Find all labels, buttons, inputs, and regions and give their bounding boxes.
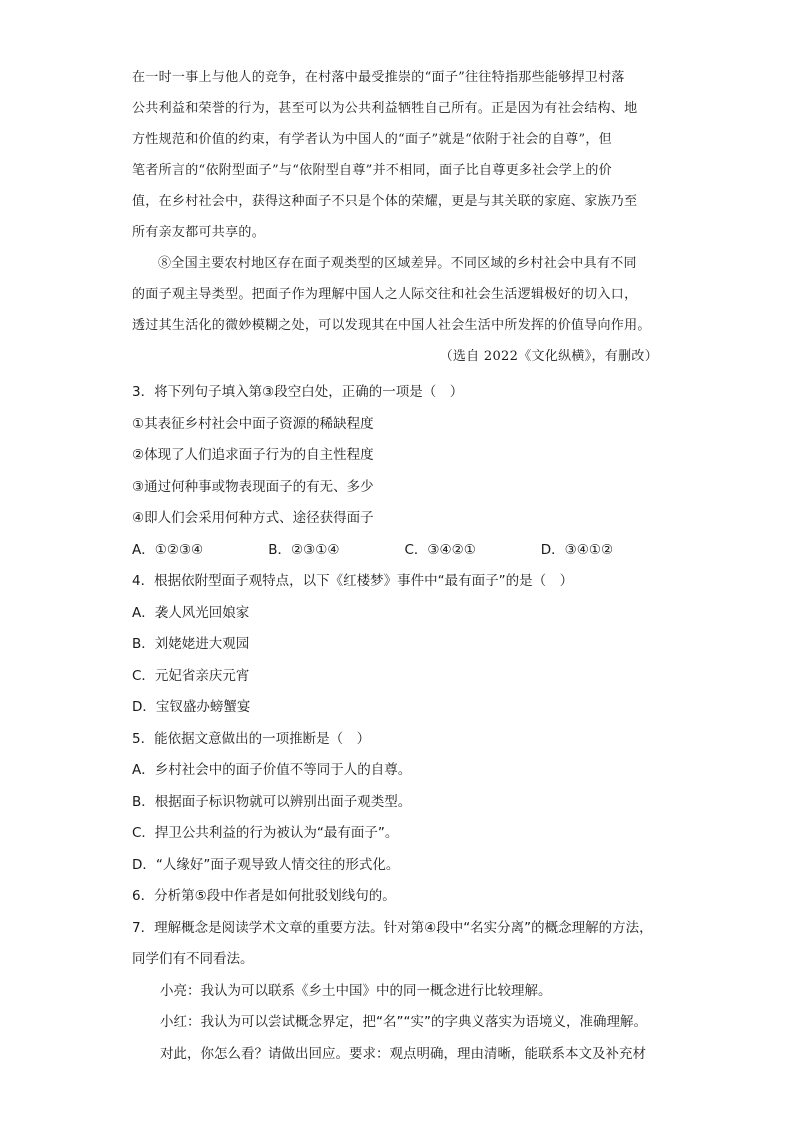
question-3-sentence: ②体现了人们追求面子行为的自主性程度 (132, 447, 374, 463)
question-3-sentence: ④即人们会采用何种方式、途径获得面子 (132, 510, 374, 526)
question-4-stem: 4．根据依附型面子观特点，以下《红楼梦》事件中“最有面子”的是（ ） (132, 573, 574, 589)
passage-line: 方性规范和价值的约束，有学者认为中国人的“面子”就是“依附于社会的自尊”，但 (132, 132, 612, 147)
question-7-stem: 7．理解概念是阅读学术文章的重要方法。针对第④段中“名实分离”的概念理解的方法， (132, 919, 653, 936)
passage-line: 值，在乡村社会中，获得这种面子不只是个体的荣耀，更是与其关联的家庭、家族乃至 (132, 194, 638, 209)
question-4-option-a[interactable]: A．袭人风光回娘家 (132, 604, 250, 621)
question-3-option-b[interactable]: B．②③①④ (268, 541, 340, 558)
paragraph-8-line: 的面子观主导类型。把面子作为理解中国人之人际交往和社会生活逻辑极好的切入口， (132, 287, 638, 302)
question-3-sentence: ③通过何种事或物表现面子的有无、多少 (132, 478, 374, 495)
passage-line: 笔者所言的“依附型面子”与“依附型自尊”并不相同，面子比自尊更多社会学上的价 (132, 163, 612, 178)
question-6-stem: 6．分析第⑤段中作者是如何批驳划线句的。 (132, 888, 396, 904)
question-3-stem: 3．将下列句子填入第③段空白处，正确的一项是（ ） (132, 384, 464, 400)
question-7-prompt: 对此，你怎么看？请做出回应。要求：观点明确，理由清晰，能联系本文及补充材 (160, 1045, 646, 1062)
passage-line: 所有亲友都可共享的。 (132, 225, 266, 240)
question-5-option-b[interactable]: B．根据面子标识物就可以辨别出面子观类型。 (132, 793, 412, 810)
question-7-stem-cont: 同学们有不同看法。 (132, 951, 254, 967)
question-3-option-a[interactable]: A．①②③④ (132, 541, 204, 558)
passage-source: （选自 2022《文化纵横》，有删改） (439, 349, 658, 364)
paragraph-8-line: 透过其生活化的微妙模糊之处，可以发现其在中国人社会生活中所发挥的价值导向作用。 (132, 318, 651, 333)
question-3-options (132, 535, 677, 567)
question-4-option-d[interactable]: D．宝钗盛办螃蟹宴 (132, 699, 251, 715)
reading-passage (132, 62, 672, 372)
passage-line: 在一时一事上与他人的竞争，在村落中最受推崇的“面子”往往特指那些能够捍卫村落 (132, 70, 625, 85)
question-3-option-d[interactable]: D．③④①② (540, 541, 614, 558)
question-4-option-b[interactable]: B．刘姥姥进大观园 (132, 636, 250, 652)
question-3-sentence: ①其表征乡村社会中面子资源的稀缺程度 (132, 415, 374, 432)
question-4-option-c[interactable]: C．元妃省亲庆元宵 (132, 667, 250, 684)
question-5-option-a[interactable]: A．乡村社会中的面子价值不等同于人的自尊。 (132, 762, 412, 778)
question-7-xiaoliang: 小亮：我认为可以联系《乡土中国》中的同一概念进行比较理解。 (160, 982, 552, 999)
passage-line: 公共利益和荣誉的行为，甚至可以为公共利益牺牲自己所有。正是因为有社会结构、地 (132, 101, 638, 116)
question-3-option-c[interactable]: C．③④②① (404, 541, 476, 558)
paragraph-8-line: ⑧全国主要农村地区存在面子观类型的区域差异。不同区域的乡村社会中具有不同 (158, 256, 637, 271)
questions-section (132, 377, 677, 1070)
question-5-stem: 5．能依据文意做出的一项推断是（ ） (132, 730, 371, 747)
question-5-option-c[interactable]: C．捍卫公共利益的行为被认为“最有面子”。 (132, 825, 399, 841)
question-7-xiaohong: 小红：我认为可以尝试概念界定，把“名”“实”的字典义落实为语境义，准确理解。 (160, 1014, 647, 1030)
question-5-option-d[interactable]: D．“人缘好”面子观导致人情交往的形式化。 (132, 856, 400, 873)
